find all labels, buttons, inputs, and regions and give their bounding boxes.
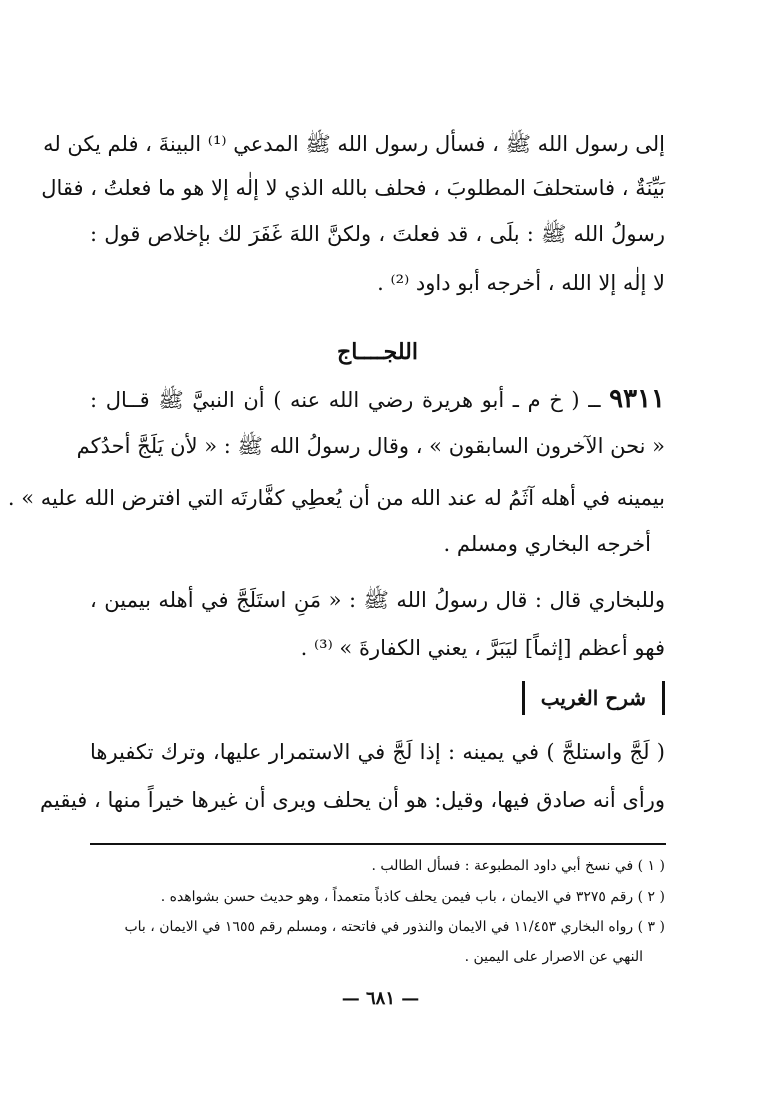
hadith-number: ٩٣١١ <box>609 384 665 414</box>
footnote-2: ( ٢ ) رقم ٣٢٧٥ في الايمان ، باب فيمن يحلف كاذباً متعمداً ، وهو حديث حسن بشواهده . <box>160 889 665 905</box>
body-line-3: رسولُ الله ﷺ : بلَى ، قد فعلتَ ، ولكنَّ اللهَ غَفَرَ لك بإخلاص قول : <box>90 222 665 246</box>
page-number: — ٦٨١ — <box>341 988 420 1009</box>
footnote-divider <box>90 843 666 845</box>
gharib-heading <box>90 680 665 716</box>
footnote-3: ( ٣ ) رواه البخاري ١١/٤٥٣ في الايمان والنذور في فاتحته ، ومسلم رقم ١٦٥٥ في الايمان ، باب <box>124 919 665 935</box>
gharib-label: شرح الغريب <box>540 686 646 710</box>
hadith-line-6: فهو أعظم [إثماً] ليَبَرَّ ، يعني الكفارةَ » ⁽³⁾ . <box>300 636 665 660</box>
footnote-1: ( ١ ) في نسخ أبي داود المطبوعة : فسأل الطالب . <box>371 858 665 874</box>
footnote-3-continued: النهي عن الاصرار على اليمين . <box>464 949 643 965</box>
body-line-2: بَيِّنَةٌ ، فاستحلفَ المطلوبَ ، فحلف بالله الذي لا إلٰه إلا هو ما فعلتُ ، فقال <box>41 176 665 200</box>
hadith-line-2: « نحن الآخرون السابقون » ، وقال رسولُ الله ﷺ : « لأن يَلَجَّ أحدُكم <box>76 434 665 458</box>
body-line-4: لا إلٰه إلا الله ، أخرجه أبو داود ⁽²⁾ . <box>377 271 665 295</box>
hadith-line-4: أخرجه البخاري ومسلم . <box>443 532 651 556</box>
section-title: اللجــــاج <box>337 339 418 365</box>
body-line-1: إلى رسول الله ﷺ ، فسأل رسول الله ﷺ المدعي ⁽¹⁾ البينةَ ، فلم يكن له <box>43 132 665 156</box>
hadith-line-1-text: ــ ( خ م ـ أبو هريرة رضي الله عنه ) أن النبيَّ ﷺ قــال : <box>90 388 601 412</box>
hadith-line-5: وللبخاري قال : قال رسولُ الله ﷺ : « مَنِ استَلَجَّ في أهله بيمين ، <box>90 588 665 612</box>
gharib-box <box>522 681 665 715</box>
hadith-line-1 <box>90 381 665 418</box>
hadith-line-3: بيمينه في أهله آثَمُ له عند الله من أن يُعطِي كفَّارتَه التي افترض الله عليه » . <box>7 486 665 510</box>
gharib-line-2: ورأى أنه صادق فيها، وقيل: هو أن يحلف ويرى أن غيرها خيراً منها ، فيقيم <box>40 788 665 812</box>
gharib-line-1: ( لَجَّ واستلجَّ ) في يمينه : إذا لَجَّ في الاستمرار عليها، وترك تكفيرها <box>90 740 665 764</box>
